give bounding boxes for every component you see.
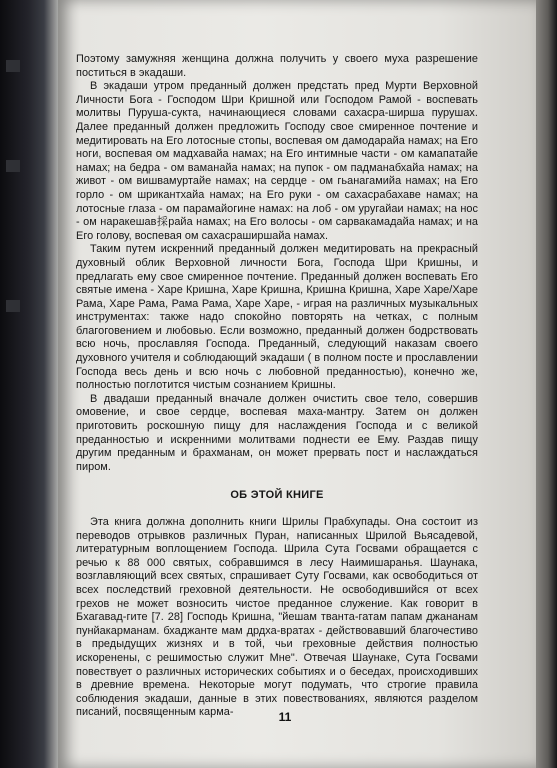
paragraph: В двадаши преданный вначале должен очистить свое тело, совершив омовение, и свое сердце, воспевая маха-мантру. Затем он должен приготовить роскошную пищу для наслаждения Господа и с великой преданностью и искренними молитвами поднести ее Ему. Раздав пищу другим преданным и брахманам, он может прервать пост и наслаждаться пиром.: [76, 392, 478, 473]
page-number: 11: [278, 710, 292, 724]
binding-edge-mark: [6, 160, 20, 172]
binding-edge-mark: [6, 60, 20, 72]
section-heading: ОБ ЭТОЙ КНИГЕ: [230, 489, 324, 502]
binding-edge-mark: [6, 300, 20, 312]
paragraph: Эта книга должна дополнить книги Шрилы Прабхупады. Она состоит из переводов отрывков различных Пуран, написанных Шрилой Вьясадевой, литературным воплощением Господа. Шрила Сута Госвами обращается с речью к 88 000 святых, собравшимся в лесу Наимишаранья. Шаунака, возглавляющий всех святых, спрашивает Суту Госвами, как освободиться от всех последствий греховной деятельности. Не освободившийся от всех грехов не может возносить чистое преданное служение. Как говорит в Бхагавад-гите [7. 28] Господь Кришна, "йешам тванта-гатам папам джананам пунйакарманам. бхаджанте мам дрдха-вратах - действовавший благочестиво в предыдущих жизнях и в той, чьи греховные действия полностью искоренены, с решимостью служит Мне". Отвечая Шаунаке, Сута Госвами повествует о различных исторических событиях и о беседах, происходивших в древние времена. Некоторые могут подумать, что строгие правила соблюдения экадаши, данные в этих повествованиях, являются разделом писаний, посвященным карма-: [76, 516, 478, 719]
paragraph: Таким путем искренний преданный должен медитировать на прекрасный духовный облик Верховной личности Бога, Господа Шри Кришны, и предлагать ему свое смиренное почтение. Преданный должен воспевать Его святые имена - Харе Кришна, Харе Кришна, Кришна Кришна, Харе Харе/Харе Рама, Харе Рама, Рама Рама, Харе Харе, - играя на различных музыкальных инструментах: также надо спокойно повторять на четках, с полным благоговением и любовью. Если возможно, преданный должен бодрствовать всю ночь, прославляя Господа. Преданный, следующий наказам своего духовного учителя и соблюдающий экадаши ( в полном посте и прославлении Господа весь день и всю ночь с любовной преданностью), конечно же, полностью поглотится чистым сознанием Кришны.: [76, 243, 478, 392]
page-body: [76, 53, 478, 720]
paragraph: Поэтому замужняя женщина должна получить у своего муха разрешение поститься в экадаши.: [76, 53, 478, 79]
paragraph: В экадаши утром преданный должен предстать пред Мурти Верховной Личности Бога - Господом Шри Кришной или Господом Рамой - воспевать молитвы Пуруша-сукта, начинающиеся словами сахасра-ширша пурушах. Далее преданный должен предложить Господу свое смиренное почтение и медитировать на Его лотосные стопы, воспевая ом дамодарайа намах; на Его ноги, воспевая ом мадхавайа намах; на Его интимные части - ом камапатайе намах; на бедра - ом ваманайа намах; на пупок - ом падманабхайа намах; на живот - ом вишвамуртайе намах; на сердце - ом гьанагамийа намах; на Его горло - ом шрикантхайа намах; на Его руки - ом сахасрабахаве намах; на лотосные глаза - ом парамайогине намах: на лоб - ом уругайаи намах; на нос - ом наракешав採райа намах; на Его волосы - ом сарвакамадайа намах; и на Его голову, воспевая ом сахасраширшайа намах.: [76, 80, 478, 242]
